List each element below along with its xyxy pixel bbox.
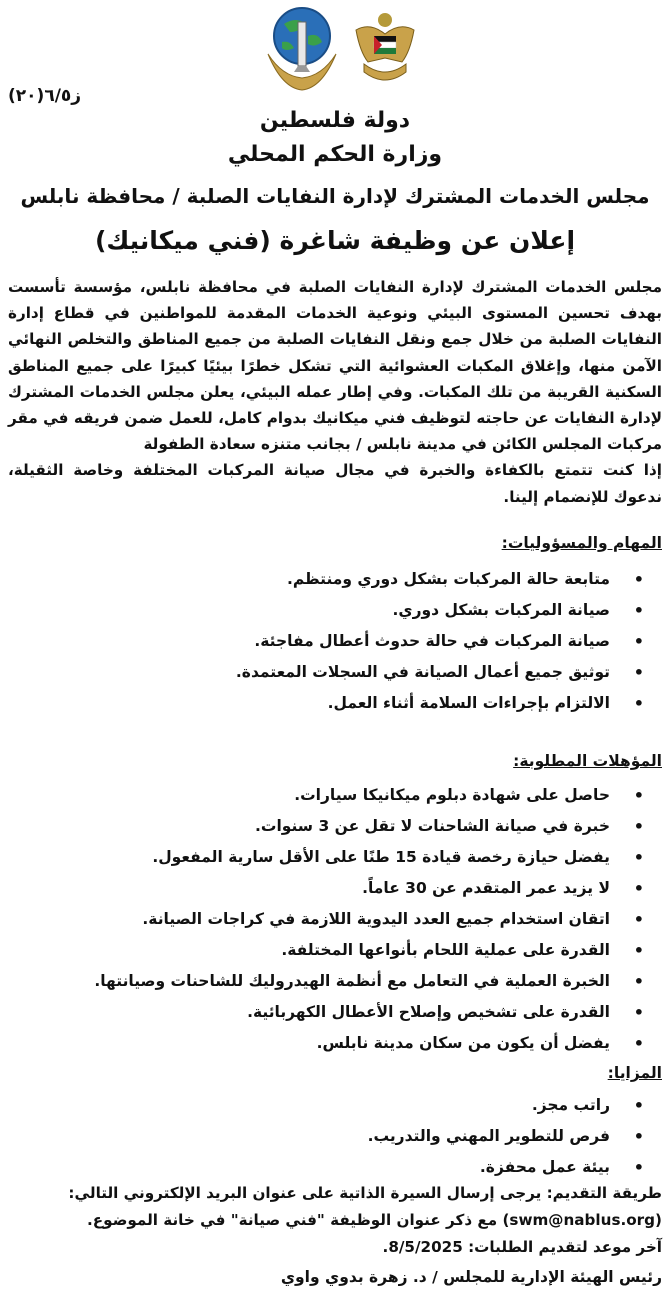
list-item: • متابعة حالة المركبات بشكل دوري ومنتظم. [10,564,670,595]
list-item: • القدرة على تشخيص وإصلاح الأعطال الكهربائية. [10,997,670,1028]
duties-heading: المهام والمسؤوليات: [501,534,662,552]
list-item: • حاصل على شهادة دبلوم ميكانيكا سيارات. [10,780,670,811]
list-item: • خبرة في صيانة الشاحنات لا تقل عن 3 سنوات. [10,811,670,842]
list-item: • يفضل أن يكون من سكان مدينة نابلس. [10,1028,670,1059]
state-name: دولة فلسطين [259,108,411,133]
list-item: • اتقان استخدام جميع العدد اليدوية اللازمة في كراجات الصيانة. [10,904,670,935]
list-item: • يفضل حيازة رخصة قيادة 15 طنًا على الأقل سارية المفعول. [10,842,670,873]
list-item: • صيانة المركبات في حالة حدوث أعطال مفاجئة. [10,626,670,657]
invite-paragraph: إذا كنت تتمتع بالكفاءة والخبرة في مجال صيانة المركبات المختلفة وخاصة الثقيلة، ندعوك للإنضمام إلينا. [8,461,662,506]
apply-email: (swm@nablus.org) مع ذكر عنوان الوظيفة "فني صيانة" في خانة الموضوع. [87,1211,662,1229]
application-instructions [6,1180,662,1261]
apply-method: طريقة التقديم: يرجى إرسال السيرة الذاتية على عنوان البريد الإلكتروني التالي: [68,1184,662,1202]
council-name: مجلس الخدمات المشترك لإدارة النفايات الصلبة / محافظة نابلس [20,184,650,208]
ministry-name: وزارة الحكم المحلي [227,142,443,167]
list-item: • بيئة عمل محفزة. [10,1152,670,1183]
benefits-heading: المزايا: [607,1064,662,1082]
logos [262,2,422,94]
benefits-list [10,1090,670,1183]
list-item: • فرص للتطوير المهني والتدريب. [10,1121,670,1152]
list-item: • القدرة على عملية اللحام بأنواعها المختلفة. [10,935,670,966]
announcement-title: إعلان عن وظيفة شاغرة (فني ميكانيك) [94,226,576,255]
list-item: • الخبرة العملية في التعامل مع أنظمة الهيدروليك للشاحنات وصيانتها. [10,966,670,997]
signature: رئيس الهيئة الإدارية للمجلس / د. زهرة بدوي واوي [280,1268,662,1286]
apply-deadline: آخر موعد لتقديم الطلبات: 8/5/2025. [382,1238,662,1256]
list-item: • صيانة المركبات بشكل دوري. [10,595,670,626]
council-emblem-icon [262,2,342,94]
list-item: • لا يزيد عمر المتقدم عن 30 عاماً. [10,873,670,904]
duties-list [10,564,670,719]
qualifications-list [10,780,670,1059]
list-item: • توثيق جميع أعمال الصيانة في السجلات المعتمدة. [10,657,670,688]
list-item: • الالتزام بإجراءات السلامة أثناء العمل. [10,688,670,719]
palestine-eagle-icon [350,8,420,90]
intro-paragraph: مجلس الخدمات المشترك لإدارة النفايات الصلبة في محافظة نابلس، مؤسسة تأسست بهدف تحسين المستوى البيئي ونوعية الخدمات المقدمة للمواطنين في قطاع إدارة النفايات الصلبة من خلال جمع ونقل النفايات الصلبة من جميع المناطق والتخلص النهائي الآمن منها، وإغلاق المكبات العشوائية التي تشكل خطرًا بيئيًا كبيرًا على جميع المناطق السكنية القريبة من تلك المكبات. وفي إطار عمله البيئي، يعلن مجلس الخدمات المشترك لإدارة النفايات عن حاجته لتوظيف فني ميكانيك بدوام كامل، للعمل ضمن فريقه في مقر مركبات المجلس الكائن في مدينة نابلس / بجانب متنزه سعادة الطفولة [8,278,662,454]
qualifications-heading: المؤهلات المطلوبة: [513,752,662,770]
list-item: • راتب مجز. [10,1090,670,1121]
reference-number: ز٦/٥(٢٠) [8,86,82,106]
intro-text [8,274,662,510]
